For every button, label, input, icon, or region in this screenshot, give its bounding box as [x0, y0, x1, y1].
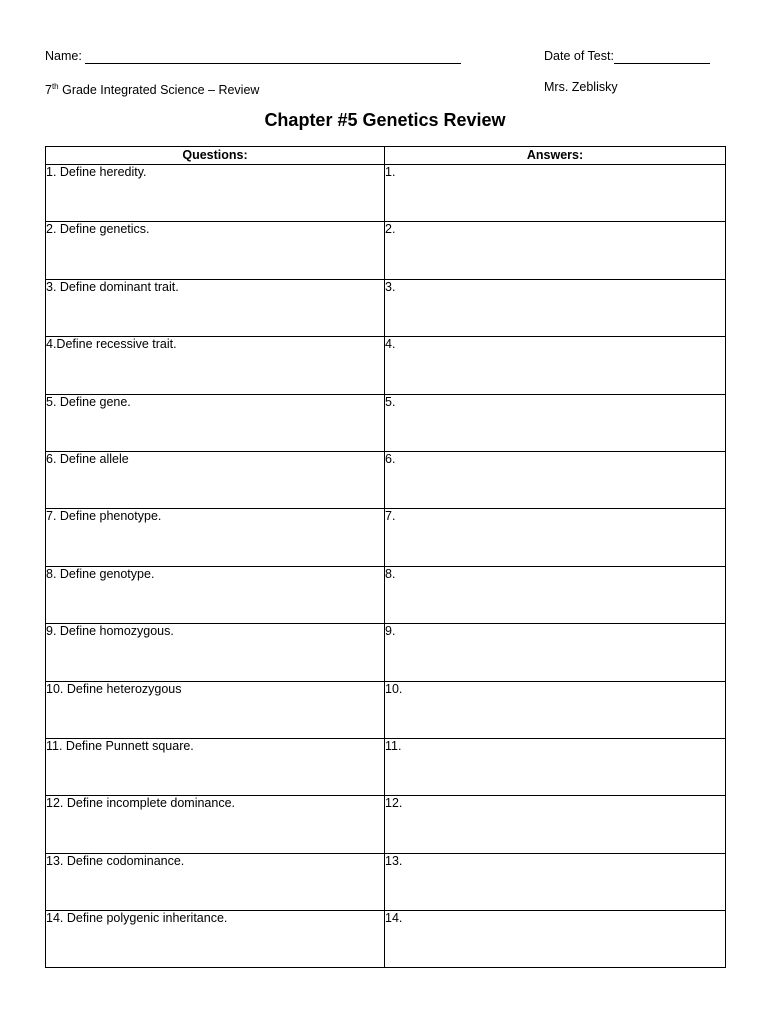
question-cell: 1. Define heredity. [46, 165, 385, 222]
table-row [46, 796, 726, 853]
date-blank-line[interactable] [614, 49, 710, 64]
answer-cell[interactable]: 11. [385, 738, 726, 795]
question-cell: 12. Define incomplete dominance. [46, 796, 385, 853]
table-header-row [46, 147, 726, 165]
page-title: Chapter #5 Genetics Review [264, 110, 506, 130]
question-cell: 10. Define heterozygous [46, 681, 385, 738]
answer-cell[interactable]: 10. [385, 681, 726, 738]
question-cell: 3. Define dominant trait. [46, 279, 385, 336]
answer-cell[interactable]: 12. [385, 796, 726, 853]
table-row [46, 451, 726, 508]
name-field [45, 48, 461, 64]
table-row [46, 681, 726, 738]
question-cell: 6. Define allele [46, 451, 385, 508]
answer-cell[interactable]: 14. [385, 911, 726, 968]
grade-suffix: th [51, 82, 59, 91]
table-row [46, 394, 726, 451]
question-cell: 4.Define recessive trait. [46, 337, 385, 394]
answer-cell[interactable]: 5. [385, 394, 726, 451]
table-row [46, 911, 726, 968]
table-row [46, 222, 726, 279]
question-cell: 8. Define genotype. [46, 566, 385, 623]
answer-cell[interactable]: 4. [385, 337, 726, 394]
table-row [46, 165, 726, 222]
answers-column-header: Answers: [385, 147, 726, 165]
grade-number: 7 [45, 83, 52, 98]
question-cell: 11. Define Punnett square. [46, 738, 385, 795]
table-row [46, 566, 726, 623]
answer-cell[interactable]: 3. [385, 279, 726, 336]
review-table [45, 146, 726, 968]
question-cell: 7. Define phenotype. [46, 509, 385, 566]
question-cell: 2. Define genetics. [46, 222, 385, 279]
answer-cell[interactable]: 7. [385, 509, 726, 566]
answer-cell[interactable]: 13. [385, 853, 726, 910]
date-field [544, 48, 710, 64]
course-line [45, 79, 259, 98]
answer-cell[interactable]: 2. [385, 222, 726, 279]
question-cell: 13. Define codominance. [46, 853, 385, 910]
answer-cell[interactable]: 9. [385, 624, 726, 681]
name-blank-line[interactable] [85, 49, 461, 64]
table-row [46, 509, 726, 566]
question-cell: 9. Define homozygous. [46, 624, 385, 681]
table-row [46, 337, 726, 394]
table-row [46, 738, 726, 795]
questions-column-header: Questions: [46, 147, 385, 165]
name-label: Name: [45, 49, 82, 63]
answer-cell[interactable]: 6. [385, 451, 726, 508]
answer-cell[interactable]: 8. [385, 566, 726, 623]
teacher-name: Mrs. Zeblisky [544, 80, 618, 94]
question-cell: 5. Define gene. [46, 394, 385, 451]
table-row [46, 624, 726, 681]
course-title: Grade Integrated Science – Review [58, 83, 260, 98]
date-label: Date of Test: [544, 49, 614, 63]
question-cell: 14. Define polygenic inheritance. [46, 911, 385, 968]
answer-cell[interactable]: 1. [385, 165, 726, 222]
table-row [46, 853, 726, 910]
table-row [46, 279, 726, 336]
